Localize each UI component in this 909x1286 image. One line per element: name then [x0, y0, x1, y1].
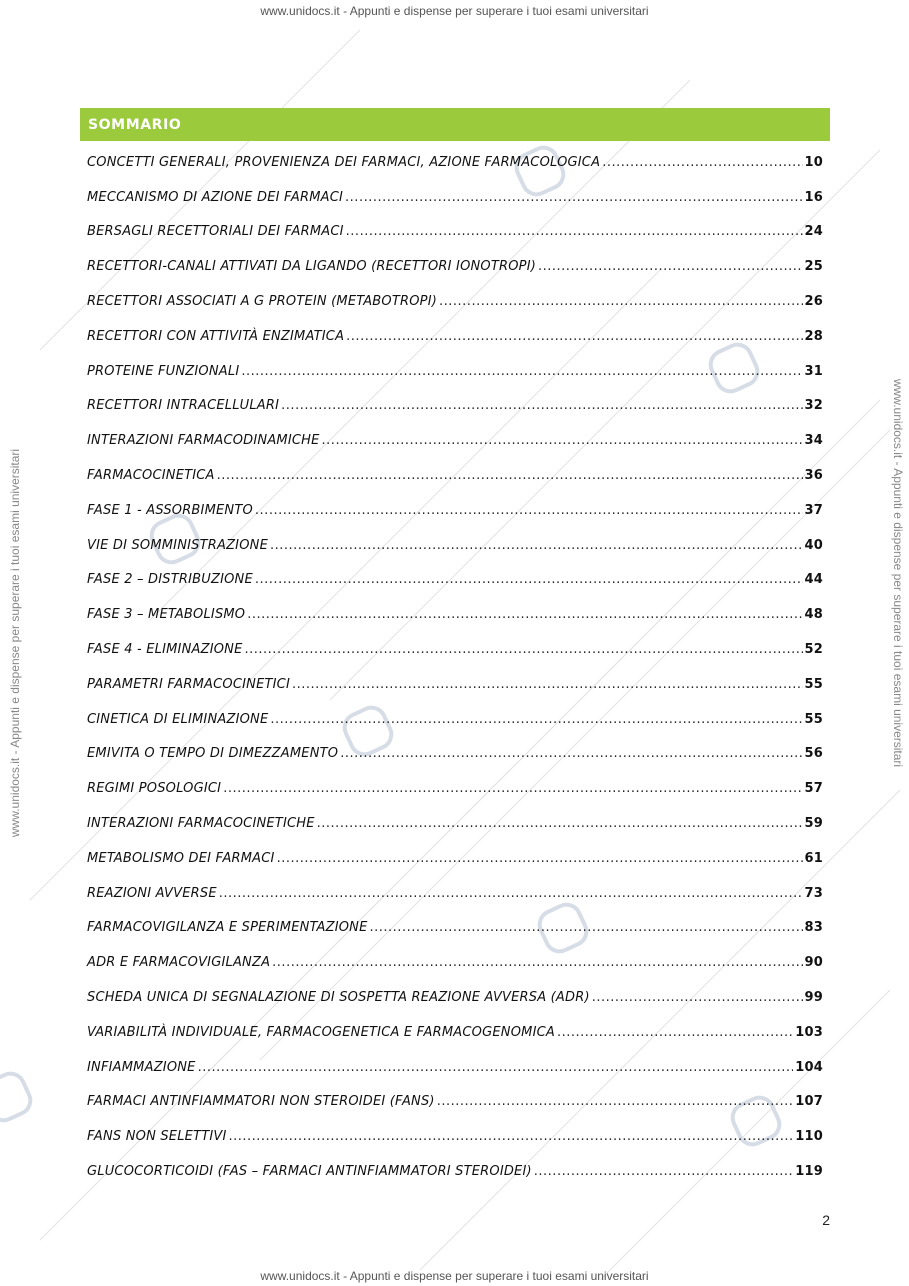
toc-entry-page: 32: [804, 398, 823, 414]
toc-entry-title: REAZIONI AVVERSE: [87, 885, 217, 901]
toc-entry-title: MECCANISMO DI AZIONE DEI FARMACI: [87, 189, 344, 205]
toc-entry-page: 83: [804, 920, 823, 936]
toc-entry-page: 52: [804, 642, 823, 658]
toc-entry-page: 48: [804, 607, 823, 623]
toc-entry-page: 37: [804, 502, 823, 518]
toc-entry-title: SCHEDA UNICA DI SEGNALAZIONE DI SOSPETTA REAZIONE AVVERSA (ADR): [87, 990, 590, 1006]
toc-dot-leader: [219, 886, 803, 901]
page-number: 2: [822, 1212, 830, 1228]
toc-entry-page: 55: [804, 711, 823, 727]
toc-dot-leader: [292, 677, 803, 692]
toc-entry-page: 57: [804, 781, 823, 797]
watermark-top: www.unidocs.it - Appunti e dispense per superare i tuoi esami universitari: [260, 4, 649, 18]
toc-entry[interactable]: [87, 911, 823, 946]
toc-entry[interactable]: [87, 180, 823, 215]
toc-entry-title: INTERAZIONI FARMACOCINETICHE: [87, 816, 315, 832]
toc-entry[interactable]: [87, 423, 823, 458]
toc-dot-leader: [557, 1025, 793, 1040]
toc-entry-title: CINETICA DI ELIMINAZIONE: [87, 711, 269, 727]
table-of-contents: [87, 145, 823, 1189]
toc-dot-leader: [370, 920, 803, 935]
toc-dot-leader: [317, 816, 803, 831]
toc-entry[interactable]: [87, 145, 823, 180]
toc-entry-title: ADR E FARMACOVIGILANZA: [87, 955, 271, 971]
toc-entry[interactable]: [87, 597, 823, 632]
toc-header-title: SOMMARIO: [88, 116, 182, 133]
toc-entry[interactable]: [87, 737, 823, 772]
toc-entry[interactable]: [87, 945, 823, 980]
toc-dot-leader: [245, 642, 803, 657]
toc-entry[interactable]: [87, 841, 823, 876]
toc-entry[interactable]: [87, 1050, 823, 1085]
toc-entry-page: 110: [795, 1129, 823, 1145]
toc-entry[interactable]: [87, 354, 823, 389]
toc-entry-title: INTERAZIONI FARMACODINAMICHE: [87, 433, 320, 449]
toc-dot-leader: [281, 398, 802, 413]
toc-entry-page: 31: [804, 363, 823, 379]
toc-dot-leader: [538, 259, 802, 274]
toc-dot-leader: [247, 607, 802, 622]
toc-entry-page: 25: [804, 259, 823, 275]
toc-entry[interactable]: [87, 249, 823, 284]
toc-entry-title: FANS NON SELETTIVI: [87, 1129, 227, 1145]
toc-entry-title: RECETTORI INTRACELLULARI: [87, 398, 280, 414]
toc-dot-leader: [255, 572, 803, 587]
toc-dot-leader: [345, 190, 802, 205]
toc-entry[interactable]: [87, 632, 823, 667]
toc-dot-leader: [592, 990, 803, 1005]
toc-entry[interactable]: [87, 1015, 823, 1050]
toc-entry-page: 34: [804, 433, 823, 449]
toc-dot-leader: [322, 433, 803, 448]
toc-entry-title: FARMACOCINETICA: [87, 468, 215, 484]
toc-entry-page: 28: [804, 328, 823, 344]
toc-entry[interactable]: [87, 284, 823, 319]
toc-entry-title: VARIABILITÀ INDIVIDUALE, FARMACOGENETICA E FARMACOGENOMICA: [87, 1024, 555, 1040]
toc-entry[interactable]: [87, 389, 823, 424]
toc-entry-page: 44: [804, 572, 823, 588]
toc-entry-page: 16: [804, 189, 823, 205]
toc-entry-page: 107: [795, 1094, 823, 1110]
toc-entry[interactable]: [87, 528, 823, 563]
toc-entry-title: REGIMI POSOLOGICI: [87, 781, 222, 797]
toc-entry[interactable]: [87, 980, 823, 1015]
toc-entry-title: GLUCOCORTICOIDI (FAS – FARMACI ANTINFIAMMATORI STEROIDEI): [87, 1164, 532, 1179]
toc-entry-page: 36: [804, 468, 823, 484]
toc-dot-leader: [272, 955, 802, 970]
toc-dot-leader: [346, 329, 802, 344]
toc-dot-leader: [255, 503, 803, 518]
toc-entry-title: FARMACI ANTINFIAMMATORI NON STEROIDEI (FANS): [87, 1094, 435, 1110]
toc-entry-page: 104: [795, 1059, 823, 1075]
toc-entry[interactable]: [87, 1119, 823, 1154]
toc-entry-title: FASE 3 – METABOLISMO: [87, 607, 246, 623]
toc-dot-leader: [437, 1094, 794, 1109]
toc-dot-leader: [340, 746, 802, 761]
toc-entry-page: 40: [804, 537, 823, 553]
toc-entry-page: 99: [804, 990, 823, 1006]
toc-entry-title: PROTEINE FUNZIONALI: [87, 363, 240, 379]
toc-entry-page: 26: [804, 294, 823, 310]
toc-dot-leader: [198, 1060, 794, 1075]
toc-entry[interactable]: [87, 493, 823, 528]
toc-entry-page: 119: [795, 1164, 823, 1179]
toc-entry[interactable]: [87, 771, 823, 806]
watermark-left: www.unidocs.it - Appunti e dispense per superare i tuoi esami universitari: [8, 448, 22, 838]
toc-entry[interactable]: [87, 1085, 823, 1120]
toc-entry-page: 55: [804, 676, 823, 692]
toc-entry-page: 10: [804, 154, 823, 170]
toc-dot-leader: [241, 364, 802, 379]
toc-entry-title: RECETTORI CON ATTIVITÀ ENZIMATICA: [87, 328, 345, 344]
toc-dot-leader: [270, 712, 802, 727]
toc-header: [80, 108, 830, 141]
toc-entry[interactable]: [87, 563, 823, 598]
toc-dot-leader: [223, 781, 802, 796]
toc-entry-title: PARAMETRI FARMACOCINETICI: [87, 676, 290, 692]
toc-dot-leader: [270, 538, 803, 553]
toc-entry[interactable]: [87, 876, 823, 911]
toc-entry-title: VIE DI SOMMINISTRAZIONE: [87, 537, 268, 553]
toc-entry-title: FASE 1 - ASSORBIMENTO: [87, 502, 253, 518]
toc-entry-page: 59: [804, 816, 823, 832]
toc-entry-page: 103: [795, 1024, 823, 1040]
toc-entry-title: FASE 4 - ELIMINAZIONE: [87, 642, 243, 658]
toc-dot-leader: [439, 294, 802, 309]
toc-entry-page: 24: [804, 224, 823, 240]
toc-dot-leader: [602, 155, 802, 170]
toc-entry-title: RECETTORI-CANALI ATTIVATI DA LIGANDO (RECETTORI IONOTROPI): [87, 259, 537, 275]
toc-entry[interactable]: [87, 1154, 823, 1189]
toc-dot-leader: [346, 224, 803, 239]
toc-entry-title: EMIVITA O TEMPO DI DIMEZZAMENTO: [87, 746, 339, 762]
toc-entry-title: BERSAGLI RECETTORIALI DEI FARMACI: [87, 224, 344, 240]
toc-dot-leader: [229, 1129, 794, 1144]
toc-entry-page: 56: [804, 746, 823, 762]
toc-entry-title: CONCETTI GENERALI, PROVENIENZA DEI FARMACI, AZIONE FARMACOLOGICA: [87, 154, 601, 170]
toc-entry-title: FASE 2 – DISTRIBUZIONE: [87, 572, 253, 588]
toc-entry[interactable]: [87, 215, 823, 250]
watermark-right: www.unidocs.it - Appunti e dispense per superare i tuoi esami universitari: [891, 378, 905, 768]
toc-entry[interactable]: [87, 702, 823, 737]
toc-dot-leader: [534, 1164, 793, 1179]
watermark-bottom: www.unidocs.it - Appunti e dispense per superare i tuoi esami universitari: [260, 1269, 649, 1283]
toc-entry[interactable]: [87, 667, 823, 702]
toc-entry-title: FARMACOVIGILANZA E SPERIMENTAZIONE: [87, 920, 368, 936]
toc-entry-title: RECETTORI ASSOCIATI A G PROTEIN (METABOTROPI): [87, 294, 438, 310]
toc-dot-leader: [217, 468, 803, 483]
toc-entry-title: INFIAMMAZIONE: [87, 1059, 196, 1075]
toc-dot-leader: [277, 851, 803, 866]
toc-entry-title: METABOLISMO DEI FARMACI: [87, 850, 275, 866]
toc-entry-page: 61: [804, 850, 823, 866]
toc-entry[interactable]: [87, 319, 823, 354]
toc-entry-page: 90: [804, 955, 823, 971]
toc-entry[interactable]: [87, 806, 823, 841]
toc-entry-page: 73: [804, 885, 823, 901]
toc-entry[interactable]: [87, 458, 823, 493]
